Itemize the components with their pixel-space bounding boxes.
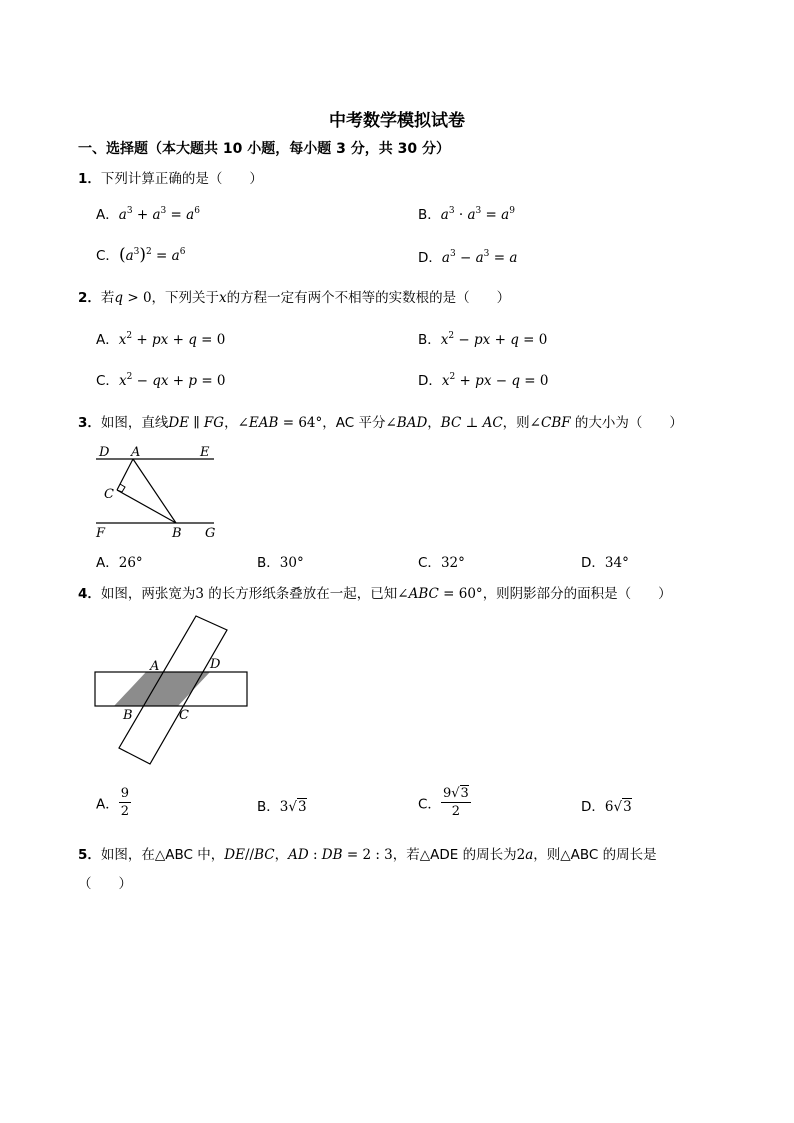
q4-option-b[interactable]: B．3√3 [257, 799, 307, 815]
q3-option-b[interactable]: B．30° [257, 555, 304, 571]
label-b: B [123, 708, 133, 723]
question-5-blank: （ ） [78, 876, 132, 892]
q1-option-a[interactable]: A．$a^3 + a^3 = a^6$ [96, 206, 200, 223]
label-a: A [131, 445, 141, 460]
segment-ab [133, 459, 176, 523]
question-5: 5．如图，在△ABC 中，DE//BC，AD : DB = 2 : 3，若△ADE 的周长为2a，则△ABC 的周长是 [78, 847, 657, 863]
q4-option-c[interactable]: C． $\frac{9√3}{2}$ [418, 786, 469, 819]
question-1 [78, 167, 263, 187]
question-2-number: 2． [78, 290, 101, 306]
question-4-number: 4． [78, 586, 101, 602]
question-4: 4．如图，两张宽为3 的长方形纸条叠放在一起，已知∠ABC = 60°，则阴影部分的面积是（ ） [78, 586, 672, 602]
q3-option-c[interactable]: C．32° [418, 555, 465, 571]
label-d: D [99, 445, 110, 460]
q4-option-a[interactable]: A． $\frac{9}{2}$ [96, 786, 130, 819]
label-c: C [179, 708, 189, 723]
question-3: 3．如图，直线DE ∥ FG，∠EAB = 64°，AC 平分∠BAD，BC ⊥ AC，则∠CBF 的大小为（ ） [78, 415, 683, 431]
question-3-number: 3． [78, 415, 101, 431]
label-b: B [172, 526, 182, 541]
shaded-parallelogram [114, 672, 210, 706]
question-2: 2．若q > 0，下列关于x的方程一定有两个不相等的实数根的是（ ） [78, 290, 511, 306]
q1-option-d[interactable]: D．$a^3 - a^3 = a$ [418, 249, 518, 266]
section-heading: 一、选择题（本大题共 10 小题，每小题 3 分，共 30 分） [78, 141, 450, 157]
label-g: G [205, 526, 216, 541]
question-1-number: 1． [78, 171, 101, 187]
label-a: A [150, 659, 160, 674]
question-5-number: 5． [78, 847, 101, 863]
q2-option-b[interactable]: B．$x^2$ − px + q = 0 [418, 331, 548, 348]
segment-cb [117, 490, 176, 523]
q2-option-a[interactable]: A．$x^2$ + px + q = 0 [96, 331, 226, 348]
q3-option-d[interactable]: D．34° [581, 555, 629, 571]
label-e: E [200, 445, 210, 460]
label-f: F [96, 526, 106, 541]
label-c: C [104, 487, 114, 502]
segment-ac [117, 459, 133, 490]
q2-option-d[interactable]: D．$x^2$ + px − q = 0 [418, 372, 549, 389]
q3-figure [90, 440, 230, 542]
q1-option-b[interactable]: B．$a^3 \cdot a^3 = a^9$ [418, 206, 515, 223]
q4-option-d[interactable]: D．6√3 [581, 799, 632, 815]
label-d: D [210, 657, 221, 672]
q4-figure [88, 610, 258, 770]
q3-option-a[interactable]: A．26° [96, 555, 143, 571]
q2-option-c[interactable]: C．$x^2$ − qx + p = 0 [96, 372, 226, 389]
q1-option-c[interactable]: C．$(a^3)^2 = a^6$ [96, 245, 186, 265]
question-1-stem: 下列计算正确的是（ ） [100, 171, 263, 187]
exam-title: 中考数学模拟试卷 [329, 111, 465, 131]
